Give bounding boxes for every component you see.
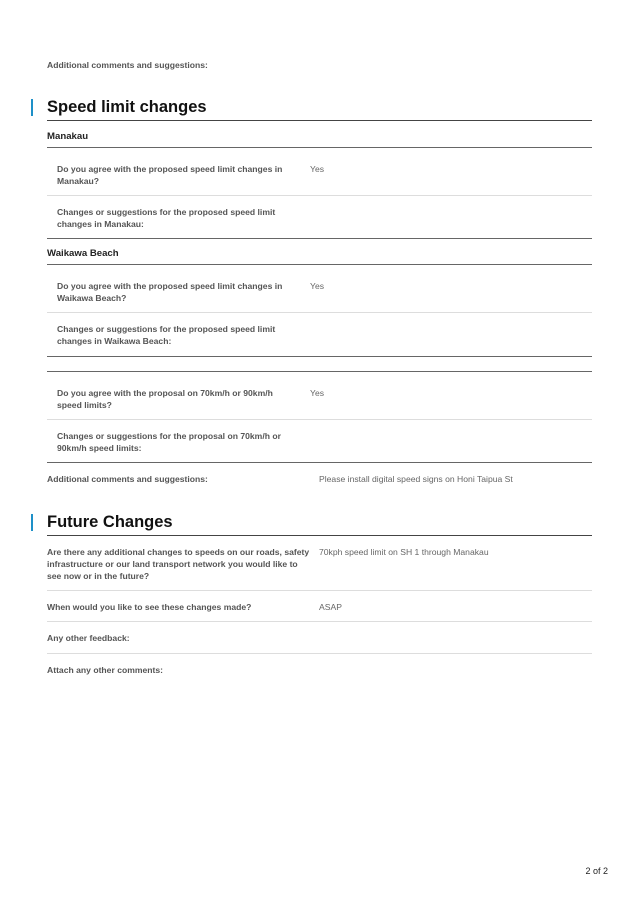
divider [47, 590, 592, 591]
divider [47, 653, 592, 654]
divider [47, 356, 592, 357]
speed-section-title: Speed limit changes [47, 98, 207, 116]
general-suggest-question: Changes or suggestions for the proposal on 70km/h or 90km/h speed limits: [57, 431, 281, 453]
divider [47, 147, 592, 148]
manakau-suggest-answer [310, 206, 592, 230]
divider [47, 238, 592, 239]
manakau-agree-answer: Yes [310, 164, 325, 174]
divider [47, 195, 592, 196]
top-comment-label: Additional comments and suggestions: [47, 60, 208, 70]
future-item-row [47, 632, 592, 644]
manakau-agree-question: Do you agree with the proposed speed limit changes in Manakau? [57, 164, 283, 186]
manakau-suggest-row [47, 206, 592, 230]
divider [47, 264, 592, 265]
waikawa-agree-answer: Yes [310, 281, 325, 291]
general-agree-row [47, 387, 592, 411]
future-section-title: Future Changes [47, 513, 173, 531]
speed-section-header [47, 97, 592, 117]
waikawa-suggest-answer [310, 323, 592, 347]
general-agree-answer: Yes [310, 388, 325, 398]
waikawa-suggest-question: Changes or suggestions for the proposed speed limit changes in Waikawa Beach: [57, 324, 276, 346]
general-agree-question: Do you agree with the proposal on 70km/h or 90km/h speed limits? [57, 388, 273, 410]
general-suggest-row [47, 430, 592, 454]
future-question: Attach any other comments: [47, 665, 164, 675]
future-item-row [47, 546, 592, 582]
future-answer: 70kph speed limit on SH 1 through Manakau [319, 547, 489, 557]
page-number: 2 of 2 [585, 866, 608, 876]
divider [47, 621, 592, 622]
divider [47, 120, 592, 121]
future-question: When would you like to see these changes made? [47, 602, 252, 612]
divider [47, 462, 592, 463]
future-section-header [47, 512, 592, 532]
manakau-agree-row [47, 163, 592, 187]
additional-comments-row [47, 473, 592, 485]
additional-comments-value: Please install digital speed signs on Honi Taipua St [319, 474, 513, 484]
waikawa-agree-row [47, 280, 592, 304]
waikawa-heading: Waikawa Beach [47, 248, 119, 259]
section-accent-bar [31, 99, 33, 116]
future-item-row [47, 601, 592, 613]
waikawa-suggest-row [47, 323, 592, 347]
divider [47, 419, 592, 420]
waikawa-agree-question: Do you agree with the proposed speed limit changes in Waikawa Beach? [57, 281, 283, 303]
manakau-suggest-question: Changes or suggestions for the proposed speed limit changes in Manakau: [57, 207, 276, 229]
divider [47, 535, 592, 536]
future-answer: ASAP [319, 602, 342, 612]
future-question: Any other feedback: [47, 633, 130, 643]
divider [47, 312, 592, 313]
section-accent-bar [31, 514, 33, 531]
future-question: Are there any additional changes to speeds on our roads, safety infrastructure or our land transport network you would like to see now or in the future? [47, 547, 310, 581]
future-item-row [47, 664, 592, 676]
general-suggest-answer [310, 430, 592, 454]
divider [47, 371, 592, 372]
additional-comments-label: Additional comments and suggestions: [47, 474, 208, 484]
manakau-heading: Manakau [47, 131, 89, 142]
